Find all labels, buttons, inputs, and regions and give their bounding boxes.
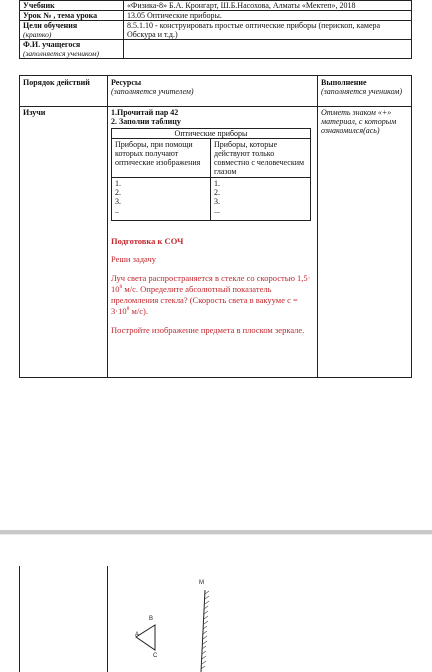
header-title: Ресурсы: [111, 78, 142, 87]
step-label: Изучи: [23, 108, 46, 117]
problem-part: Луч света распространяется в стекле со скоростью 1,5· 10: [111, 273, 311, 294]
info-row-textbook: [20, 1, 412, 11]
devices-images-head: Приборы, при помощи которых получают оптические изображения: [112, 139, 211, 177]
mirror-diagram: [19, 566, 412, 672]
point-b-label: B: [149, 616, 154, 622]
exponent: 8: [126, 306, 130, 313]
task-table: [19, 75, 412, 378]
info-row-goals: [20, 21, 412, 40]
mirror-label: M: [199, 580, 204, 586]
info-label-note: (кратко): [23, 30, 52, 39]
info-label-cell: [20, 40, 124, 59]
header-note: (заполняется учителем): [111, 87, 194, 96]
list-item: ...: [214, 206, 220, 215]
list-item: 2.: [214, 188, 220, 197]
info-row-lesson: [20, 11, 412, 21]
mirror-figure-area: [19, 566, 412, 672]
header-note: (заполняется учеником): [321, 87, 403, 96]
devices-eye-list[interactable]: [211, 178, 310, 220]
info-label: Урок № , тема урока: [20, 11, 124, 21]
list-item: ..: [115, 206, 119, 215]
list-item: 1.: [115, 179, 121, 188]
list-item: 3.: [115, 197, 121, 206]
plane-mirror: [201, 590, 209, 672]
point-c-label: C: [153, 653, 158, 659]
student-name-field[interactable]: [124, 40, 412, 59]
task-fill-table: 2. Заполни таблицу: [111, 117, 181, 126]
info-label-cell: [20, 21, 124, 40]
info-label-note: (заполняется учеником): [23, 49, 99, 58]
info-label: Цели обучения: [23, 21, 78, 30]
completion-header: [318, 76, 413, 98]
resources-header: [108, 76, 317, 98]
solve-heading: Реши задачу: [111, 254, 157, 264]
lesson-info-table: [19, 0, 412, 59]
resources-content: [111, 108, 314, 336]
info-value: 8.5.1.10 - конструировать простые оптические приборы (перископ, камера Обскура и т.д.): [124, 21, 412, 40]
info-label: Учебник: [20, 1, 124, 11]
optical-devices-table: [111, 128, 311, 221]
steps-column: [20, 76, 108, 377]
optical-devices-lists: [112, 178, 310, 220]
optical-devices-title: Оптические приборы: [112, 129, 310, 139]
header-title: Порядок действий: [23, 78, 90, 87]
problem-text: [111, 273, 314, 317]
info-row-student: [20, 40, 412, 59]
devices-eye-head: Приборы, которые действуют только совместно с человеческим глазом: [214, 140, 305, 176]
header-title: Выполнение: [321, 78, 367, 87]
resources-column: [108, 76, 318, 377]
problem-part: м/с. Определите абсолютный показатель преломления стекла? (Скорость света в вакууме с = 3·10: [111, 284, 298, 316]
info-value: «Физика-8» Б.А. Кронгарт, Ш.Б.Насохова, Алматы «Мектеп», 2018: [124, 1, 412, 11]
task-read: 1.Прочитай пар 42: [111, 108, 179, 117]
list-item: 2.: [115, 188, 121, 197]
devices-images-list[interactable]: [112, 178, 211, 220]
list-item: 3.: [214, 197, 220, 206]
exponent: 8: [119, 284, 123, 291]
completion-note[interactable]: Отметь знаком «+» материал, с которым ознакомился(ась): [321, 108, 397, 135]
completion-column: [318, 76, 413, 377]
info-label: Ф.И. учащегося: [23, 40, 81, 49]
optical-devices-heads: [112, 139, 310, 178]
mirror-task: Постройте изображение предмета в плоском зеркале.: [111, 325, 305, 335]
list-item: 1.: [214, 179, 220, 188]
page-separator-shadow: [0, 534, 432, 535]
info-value: 13.05 Оптические приборы.: [124, 11, 412, 21]
problem-part: м/с).: [129, 306, 148, 316]
steps-header: [20, 76, 107, 89]
prep-heading: Подготовка к СОЧ: [111, 236, 184, 246]
point-a-label: A: [135, 632, 140, 638]
